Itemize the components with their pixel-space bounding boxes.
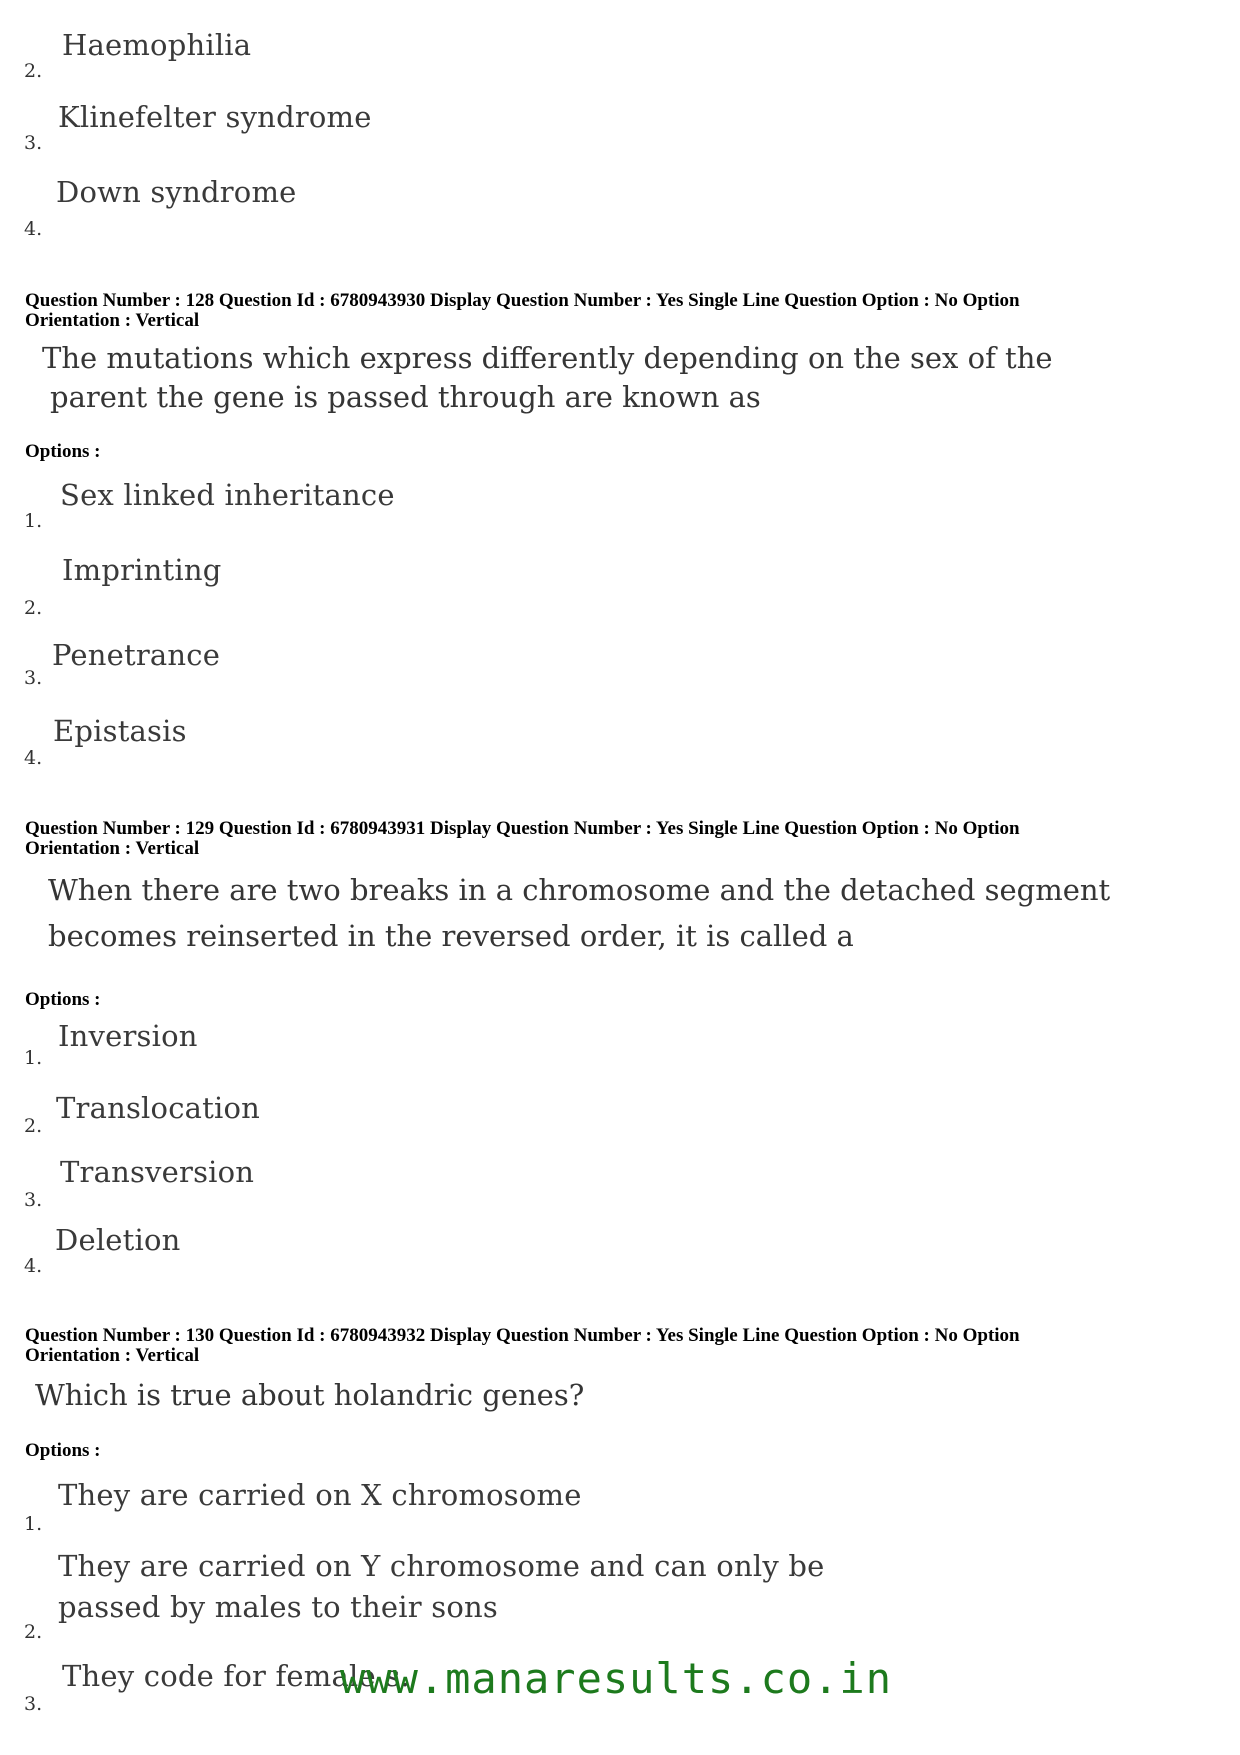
q127-option-4-number: 4. xyxy=(24,218,43,240)
q130-option-2-text-line1: They are carried on Y chromosome and can only be xyxy=(58,1549,825,1583)
q129-option-1-number: 1. xyxy=(24,1047,43,1069)
q130-question-line1: Which is true about holandric genes? xyxy=(35,1378,585,1412)
q127-option-2-text: Haemophilia xyxy=(62,28,252,62)
q129-option-1-text: Inversion xyxy=(58,1019,198,1053)
q130-option-2-number: 2. xyxy=(24,1621,43,1643)
q129-option-2-number: 2. xyxy=(24,1115,43,1137)
q129-options-label: Options : xyxy=(25,989,101,1010)
q130-meta-line2: Orientation : Vertical xyxy=(25,1345,200,1366)
q128-question-line1: The mutations which express differently depending on the sex of the xyxy=(42,341,1053,375)
q128-option-1-text: Sex linked inheritance xyxy=(60,478,395,512)
q129-meta-line2: Orientation : Vertical xyxy=(25,838,200,859)
q130-option-3-text: They code for female s. xyxy=(62,1659,410,1693)
q129-option-4-number: 4. xyxy=(24,1255,43,1277)
q129-option-3-number: 3. xyxy=(24,1189,43,1211)
q130-meta-line1: Question Number : 130 Question Id : 6780943932 Display Question Number : Yes Single Line Question Option : No Option xyxy=(25,1325,1020,1346)
q127-option-2-number: 2. xyxy=(24,60,43,82)
q129-meta-line1: Question Number : 129 Question Id : 6780943931 Display Question Number : Yes Single Line Question Option : No Option xyxy=(25,818,1020,839)
q128-option-3-number: 3. xyxy=(24,667,43,689)
q128-meta-line2: Orientation : Vertical xyxy=(25,310,200,331)
q128-option-4-text: Epistasis xyxy=(53,714,187,748)
q129-question-line2: becomes reinserted in the reversed order, it is called a xyxy=(48,919,854,953)
q129-option-2-text: Translocation xyxy=(56,1091,260,1125)
q130-options-label: Options : xyxy=(25,1440,101,1461)
q127-option-3-text: Klinefelter syndrome xyxy=(58,100,372,134)
q130-option-3-number: 3. xyxy=(24,1693,43,1715)
q128-option-4-number: 4. xyxy=(24,747,43,769)
q129-option-4-text: Deletion xyxy=(55,1223,181,1257)
q130-option-1-number: 1. xyxy=(24,1513,43,1535)
q129-question-line1: When there are two breaks in a chromosome and the detached segment xyxy=(48,873,1111,907)
q128-option-1-number: 1. xyxy=(24,510,43,532)
q130-option-1-text: They are carried on X chromosome xyxy=(58,1478,582,1512)
watermark-url: www.manaresults.co.in xyxy=(340,1654,893,1703)
q128-options-label: Options : xyxy=(25,441,101,462)
q129-option-3-text: Transversion xyxy=(60,1155,255,1189)
q130-option-2-text-line2: passed by males to their sons xyxy=(58,1590,498,1624)
q127-option-3-number: 3. xyxy=(24,132,43,154)
q128-meta-line1: Question Number : 128 Question Id : 6780943930 Display Question Number : Yes Single Line Question Option : No Option xyxy=(25,290,1020,311)
q128-option-3-text: Penetrance xyxy=(52,638,221,672)
q127-option-4-text: Down syndrome xyxy=(56,175,297,209)
q128-option-2-number: 2. xyxy=(24,597,43,619)
q128-option-2-text: Imprinting xyxy=(62,553,222,587)
q128-question-line2: parent the gene is passed through are known as xyxy=(50,380,761,414)
